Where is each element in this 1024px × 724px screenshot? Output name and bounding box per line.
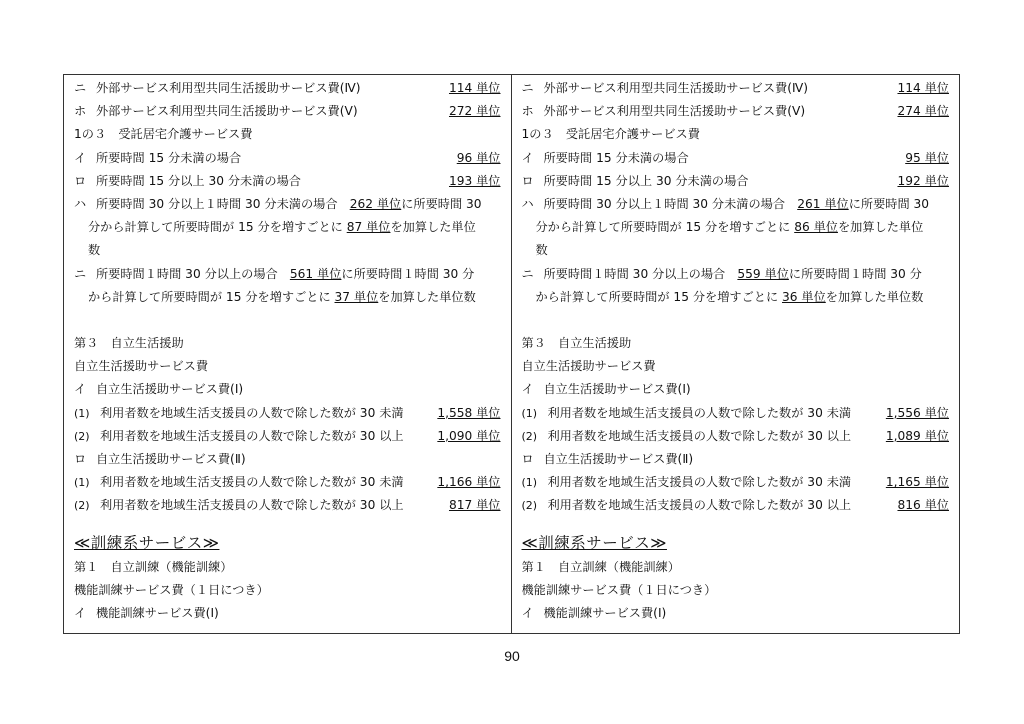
item-amount: 817 単位 xyxy=(448,498,501,513)
left-row-i3 xyxy=(74,602,501,625)
right-section-dai1 xyxy=(522,556,950,579)
item-amount: 114 単位 xyxy=(897,81,949,95)
item-number: (1) xyxy=(521,476,538,490)
item-mark: ニ xyxy=(521,81,534,95)
left-kinou xyxy=(74,579,501,602)
spacer xyxy=(74,309,501,332)
item-number: (1) xyxy=(74,406,90,420)
item-amount: 816 単位 xyxy=(897,498,949,513)
item-text: 外部サービス利用型共同生活援助サービス費(Ⅳ) xyxy=(543,81,809,95)
subsection-heading: 自立生活援助サービス費 xyxy=(521,359,656,374)
right-row-i xyxy=(522,147,950,170)
left-section-1-3 xyxy=(74,123,501,146)
item-text: 外部サービス利用型共同生活援助サービス費(Ⅴ) xyxy=(543,104,806,119)
item-number: (1) xyxy=(74,476,90,490)
left-section-dai1 xyxy=(74,556,501,579)
item-text: 分から計算して所要時間が 15 分を増すごとに 86 単位を加算した単位 xyxy=(535,220,924,235)
right-row-i2-2 xyxy=(522,425,950,448)
item-number: (1) xyxy=(521,406,538,420)
item-text: 機能訓練サービス費(Ⅰ) xyxy=(543,605,667,620)
left-row-ro2-2 xyxy=(74,494,501,517)
item-text: 利用者数を地域生活支援員の人数で除した数が 30 未満 xyxy=(547,405,852,420)
right-section-1-3 xyxy=(522,123,950,146)
item-mark: ホ xyxy=(74,104,87,119)
right-row-i2-1 xyxy=(522,402,950,425)
right-row-ni-iv xyxy=(522,77,950,100)
item-text: 自立生活援助サービス費(Ⅱ) xyxy=(96,452,246,466)
section-heading: 第３ 自立生活援助 xyxy=(521,336,632,351)
left-row-ha-cont2 xyxy=(74,239,501,262)
subsection-heading: 機能訓練サービス費（１日につき） xyxy=(521,582,717,597)
item-amount: 1,556 単位 xyxy=(885,405,949,420)
right-row-ha xyxy=(522,193,950,216)
right-kinou xyxy=(522,579,950,602)
item-mark: イ xyxy=(74,150,87,165)
right-jiritsu xyxy=(522,355,950,378)
item-text: 利用者数を地域生活支援員の人数で除した数が 30 未満 xyxy=(100,475,404,490)
page-number: 90 xyxy=(504,648,520,664)
left-row-ni xyxy=(74,263,501,286)
item-text: 所要時間１時間 30 分以上の場合 561 単位に所要時間１時間 30 分 xyxy=(96,266,475,281)
item-mark: イ xyxy=(521,150,534,165)
item-mark: イ xyxy=(74,382,87,397)
section-heading: 1の３ 受託居宅介護サービス費 xyxy=(521,127,700,142)
right-row-ro2 xyxy=(522,448,950,471)
item-text: から計算して所要時間が 15 分を増すごとに 37 単位を加算した単位数 xyxy=(88,289,476,304)
item-text: 利用者数を地域生活支援員の人数で除した数が 30 以上 xyxy=(547,428,852,443)
item-text: 所要時間 15 分未満の場合 xyxy=(543,150,689,165)
item-amount: 96 単位 xyxy=(456,150,501,165)
item-text: 外部サービス利用型共同生活援助サービス費(Ⅳ) xyxy=(96,81,361,95)
right-row-ni-cont xyxy=(522,286,950,309)
item-text: 所要時間 15 分以上 30 分未満の場合 xyxy=(96,173,301,188)
right-row-ni xyxy=(522,263,950,286)
right-column xyxy=(512,75,960,633)
right-section-dai3 xyxy=(522,332,950,355)
left-row-i2-1 xyxy=(74,402,501,425)
subsection-heading: 自立生活援助サービス費 xyxy=(74,359,209,374)
item-text: 所要時間 15 分未満の場合 xyxy=(96,150,242,165)
item-amount: 1,090 単位 xyxy=(437,428,501,443)
item-amount: 1,558 単位 xyxy=(437,405,501,420)
item-text: 自立生活援助サービス費(Ⅱ) xyxy=(543,452,694,466)
item-number: (2) xyxy=(74,429,90,443)
right-row-ro2-2 xyxy=(522,494,950,517)
right-row-ho-v xyxy=(522,100,950,123)
right-row-i2 xyxy=(522,378,950,401)
left-row-ni-iv xyxy=(74,77,501,100)
item-amount: 192 単位 xyxy=(897,173,949,188)
item-text: 所要時間 30 分以上１時間 30 分未満の場合 261 単位に所要時間 30 xyxy=(543,196,930,211)
item-mark: ニ xyxy=(521,266,534,281)
left-row-ro xyxy=(74,170,501,193)
item-mark: ハ xyxy=(521,196,534,211)
item-amount: 193 単位 xyxy=(448,173,501,188)
item-text: 数 xyxy=(535,243,548,258)
right-row-ha-cont2 xyxy=(522,239,950,262)
item-mark: ロ xyxy=(74,173,87,188)
item-text: 利用者数を地域生活支援員の人数で除した数が 30 未満 xyxy=(547,475,852,490)
left-row-ro2-1 xyxy=(74,471,501,494)
left-row-ha-cont xyxy=(74,216,501,239)
right-row-ha-cont xyxy=(522,216,950,239)
item-text: 自立生活援助サービス費(Ⅰ) xyxy=(543,382,691,397)
item-text: 自立生活援助サービス費(Ⅰ) xyxy=(96,382,244,397)
item-text: 利用者数を地域生活支援員の人数で除した数が 30 以上 xyxy=(100,498,404,513)
item-text: 利用者数を地域生活支援員の人数で除した数が 30 以上 xyxy=(547,498,852,513)
section-heading: 1の３ 受託居宅介護サービス費 xyxy=(74,127,253,142)
item-mark: ニ xyxy=(74,81,87,95)
left-row-ni-cont xyxy=(74,286,501,309)
left-row-i2-2 xyxy=(74,425,501,448)
section-heading: 第３ 自立生活援助 xyxy=(74,336,184,351)
item-mark: ロ xyxy=(521,173,534,188)
comparison-table xyxy=(63,74,960,634)
item-text: 数 xyxy=(88,243,101,258)
item-mark: イ xyxy=(521,382,534,397)
item-text: 所要時間 30 分以上１時間 30 分未満の場合 262 単位に所要時間 30 xyxy=(96,196,482,211)
item-mark: イ xyxy=(521,605,534,620)
category-heading: ≪訓練系サービス≫ xyxy=(521,533,667,552)
item-text: 所要時間１時間 30 分以上の場合 559 単位に所要時間１時間 30 分 xyxy=(543,266,922,281)
left-row-ha xyxy=(74,193,501,216)
left-section-dai3 xyxy=(74,332,501,355)
item-amount: 95 単位 xyxy=(905,150,949,165)
item-mark: ハ xyxy=(74,196,87,211)
item-text: 外部サービス利用型共同生活援助サービス費(Ⅴ) xyxy=(96,104,358,119)
left-row-i xyxy=(74,147,501,170)
item-mark: ホ xyxy=(521,104,534,119)
item-text: から計算して所要時間が 15 分を増すごとに 36 単位を加算した単位数 xyxy=(535,289,924,304)
item-amount: 1,089 単位 xyxy=(885,428,949,443)
right-row-ro2-1 xyxy=(522,471,950,494)
item-amount: 1,165 単位 xyxy=(885,475,949,490)
left-row-ho-v xyxy=(74,100,501,123)
left-row-ro2 xyxy=(74,448,501,471)
spacer xyxy=(522,309,950,332)
item-mark: ロ xyxy=(74,452,87,466)
item-mark: イ xyxy=(74,605,87,620)
item-text: 機能訓練サービス費(Ⅰ) xyxy=(96,605,219,620)
item-mark: ロ xyxy=(521,452,534,466)
left-column xyxy=(64,75,512,633)
left-row-i2 xyxy=(74,378,501,401)
item-number: (2) xyxy=(521,429,538,443)
right-row-ro xyxy=(522,170,950,193)
item-mark: ニ xyxy=(74,266,87,281)
item-number: (2) xyxy=(74,499,90,513)
category-heading: ≪訓練系サービス≫ xyxy=(74,533,220,552)
section-heading: 第１ 自立訓練（機能訓練） xyxy=(521,559,680,574)
item-amount: 274 単位 xyxy=(897,104,949,119)
item-text: 分から計算して所要時間が 15 分を増すごとに 87 単位を加算した単位 xyxy=(88,220,476,235)
item-text: 利用者数を地域生活支援員の人数で除した数が 30 未満 xyxy=(100,405,404,420)
item-number: (2) xyxy=(521,499,538,513)
left-jiritsu xyxy=(74,355,501,378)
item-text: 所要時間 15 分以上 30 分未満の場合 xyxy=(543,173,749,188)
right-row-i3 xyxy=(522,602,950,625)
section-heading: 第１ 自立訓練（機能訓練） xyxy=(74,559,233,574)
item-amount: 1,166 単位 xyxy=(437,475,501,490)
item-text: 利用者数を地域生活支援員の人数で除した数が 30 以上 xyxy=(100,428,404,443)
item-amount: 114 単位 xyxy=(448,81,501,95)
item-amount: 272 単位 xyxy=(448,104,501,119)
subsection-heading: 機能訓練サービス費（１日につき） xyxy=(74,582,269,597)
